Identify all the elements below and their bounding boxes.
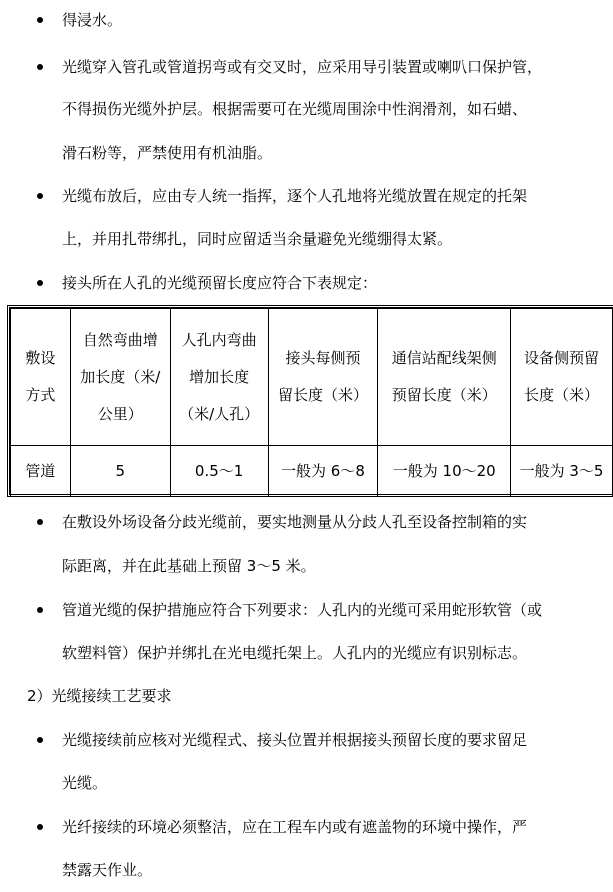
line-text: 上，并用扎带绑扎，同时应留适当余量避免光缆绷得太紧。 (62, 230, 453, 248)
header-cell: 敷设 方式 (11, 309, 71, 446)
bullet-dot (37, 607, 43, 613)
header-cell: 接头每侧预 留长度（米） (268, 309, 378, 446)
table-cell: 一般为 3～5 (511, 446, 613, 497)
line-text: 在敷设外场设备分歧光缆前，要实地测量从分歧人孔至设备控制箱的实 (62, 513, 528, 531)
line-text: 光缆。 (62, 774, 108, 792)
line-text: 际距离，并在此基础上预留 3～5 米。 (62, 557, 316, 575)
bullet-dot (37, 519, 43, 525)
bullet-dot (37, 737, 43, 743)
bullet-dot (37, 824, 43, 830)
bullet-dot (37, 17, 43, 23)
table-cell: 0.5～1 (170, 446, 268, 497)
line-text: 禁露天作业。 (62, 861, 153, 879)
bullet-dot (37, 64, 43, 70)
header-cell: 人孔内弯曲 增加长度 （米/人孔） (170, 309, 268, 446)
bullet-dot (37, 280, 43, 286)
header-cell: 通信站配线架侧 预留长度（米） (378, 309, 511, 446)
line-text: 光缆布放后，应由专人统一指挥，逐个人孔地将光缆放置在规定的托架 (62, 187, 528, 205)
reserve-length-table (7, 305, 613, 497)
line-text: 光缆穿入管孔或管道拐弯或有交叉时，应采用导引装置或喇叭口保护管， (62, 58, 543, 76)
line-text: 光纤接续的环境必须整洁，应在工程车内或有遮盖物的环境中操作，严 (62, 818, 528, 836)
table-row (11, 446, 613, 497)
table-cell: 5 (70, 446, 170, 497)
line-text: 接头所在人孔的光缆预留长度应符合下表规定： (62, 274, 378, 292)
table-cell: 一般为 6～8 (268, 446, 378, 497)
line-text: 滑石粉等，严禁使用有机油脂。 (62, 144, 273, 162)
header-cell: 设备侧预留 长度（米） (511, 309, 613, 446)
line-text: 不得损伤光缆外护层。根据需要可在光缆周围涂中性润滑剂，如石蜡、 (62, 100, 528, 118)
line-text: 软塑料管）保护并绑扎在光电缆托架上。人孔内的光缆应有识别标志。 (62, 644, 528, 662)
section-heading: 2）光缆接续工艺要求 (27, 687, 172, 705)
header-cell: 自然弯曲增 加长度（米/ 公里） (70, 309, 170, 446)
line-text: 管道光缆的保护措施应符合下列要求：人孔内的光缆可采用蛇形软管（或 (62, 601, 543, 619)
table-header-row (11, 309, 613, 446)
line-text: 得浸水。 (62, 11, 123, 29)
table-cell: 一般为 10～20 (378, 446, 511, 497)
bullet-dot (37, 193, 43, 199)
table-cell: 管道 (11, 446, 71, 497)
line-text: 光缆接续前应核对光缆程式、接头位置并根据接头预留长度的要求留足 (62, 731, 528, 749)
